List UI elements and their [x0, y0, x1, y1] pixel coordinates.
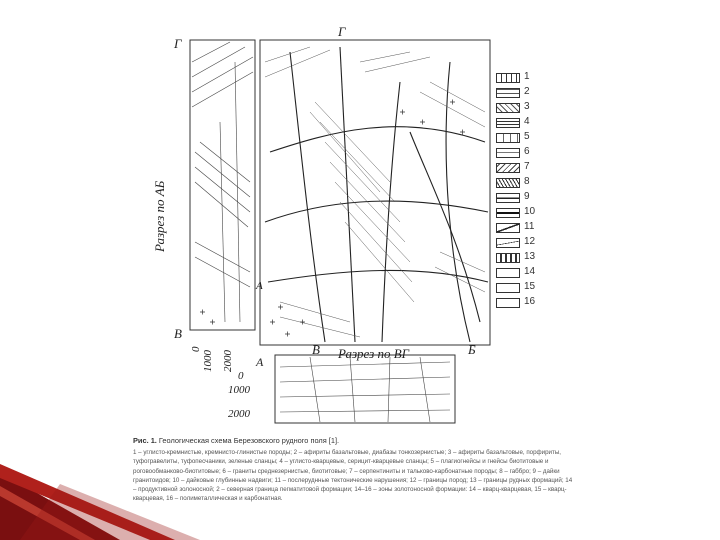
label-v-bottom: В — [312, 342, 320, 357]
legend-number: 16 — [524, 296, 536, 307]
label-g-top: Г — [338, 24, 346, 39]
legend-swatch — [496, 103, 520, 113]
legend-swatch — [496, 118, 520, 128]
legend-number: 6 — [524, 146, 530, 157]
legend-item — [496, 192, 556, 204]
legend-number: 13 — [524, 251, 536, 262]
section-vb-label: Разрез по ВГ — [338, 346, 410, 361]
section-ab-label: Разрез по АБ — [152, 180, 167, 252]
legend-swatch — [496, 238, 520, 248]
depth-2000: 2000 — [228, 408, 250, 420]
legend-number: 12 — [524, 236, 536, 247]
legend-item — [496, 177, 556, 189]
label-v-left: В — [174, 326, 182, 341]
legend-swatch — [496, 178, 520, 188]
caption-body: 1 – углисто-кремнистые, кремнисто-глинистые породы; 2 – афириты базальтовые, диабазы тонкозернистые; 3 – афириты базальтовые, порфириты, туфогравелиты, туфопесчаники, зеленые сланцы; 4 – углисто-кварцевые, серицит-кварцевые сланцы; 5 – плагиогнейсы и гнейсы биотитовые и роговообманково-биотитовые; 6 – граниты среднезернистые, биотитовые; 7 – серпентиниты и тальково-карбонатные породы; 8 – габбро; 9 – дайки гранитоидов; 10 – дайковые глубинные надвиги; 11 – послеруднные тектонические нарушения; 12 – границы пород; 13 – границы рудных формаций; 14 – продуктивной золоносной; 2 – северная граница пегматитовой формации; 14–16 – зоны золотоносной формации: 14 – кварц-кварцевая, 15 – кварц-кварцевая, 16 – полиметаллическая и карбонатная. — [133, 449, 573, 503]
legend-swatch — [496, 133, 520, 143]
legend-number: 10 — [524, 206, 536, 217]
legend-item — [496, 267, 556, 279]
legend-number: 2 — [524, 86, 530, 97]
legend-swatch — [496, 88, 520, 98]
legend-item — [496, 132, 556, 144]
legend-item — [496, 72, 556, 84]
label-b-bottom: Б — [468, 342, 476, 357]
legend-item — [496, 162, 556, 174]
legend-number: 1 — [524, 71, 530, 82]
legend-item — [496, 147, 556, 159]
legend-number: 4 — [524, 116, 530, 127]
legend-item — [496, 117, 556, 129]
label-g-left: Г — [174, 36, 182, 51]
legend-number: 9 — [524, 191, 530, 202]
legend-swatch — [496, 73, 520, 83]
legend-swatch — [496, 163, 520, 173]
legend-item — [496, 237, 556, 249]
legend-number: 11 — [524, 221, 535, 232]
depth-0: 0 — [238, 370, 244, 382]
legend-number: 7 — [524, 161, 530, 172]
legend-number: 3 — [524, 101, 530, 112]
legend-number: 8 — [524, 176, 530, 187]
legend-item — [496, 87, 556, 99]
legend-number: 5 — [524, 131, 530, 142]
legend-swatch — [496, 223, 520, 233]
scale-1000: 1000 — [202, 350, 214, 372]
legend-swatch — [496, 268, 520, 278]
geological-map — [150, 22, 550, 430]
legend-swatch — [496, 148, 520, 158]
scale-2000: 2000 — [222, 350, 234, 372]
legend-swatch — [496, 208, 520, 218]
depth-1000: 1000 — [228, 384, 250, 396]
scale-0: 0 — [190, 346, 202, 352]
figure-caption — [133, 436, 573, 503]
label-a-bottom: А — [256, 355, 264, 369]
legend-swatch — [496, 253, 520, 263]
legend-swatch — [496, 283, 520, 293]
legend-item — [496, 207, 556, 219]
legend-item — [496, 252, 556, 264]
legend-item — [496, 222, 556, 234]
label-a-left: А — [256, 280, 263, 292]
figure-label: Рис. 1. — [133, 436, 157, 445]
legend-item — [496, 102, 556, 114]
caption-title-line — [133, 436, 573, 445]
legend-number: 14 — [524, 266, 536, 277]
legend-item — [496, 282, 556, 294]
legend-swatch — [496, 193, 520, 203]
legend-item — [496, 297, 556, 309]
legend-swatch — [496, 298, 520, 308]
figure-title: Геологическая схема Березовского рудного поля [1]. — [158, 436, 340, 445]
legend-number: 15 — [524, 281, 536, 292]
